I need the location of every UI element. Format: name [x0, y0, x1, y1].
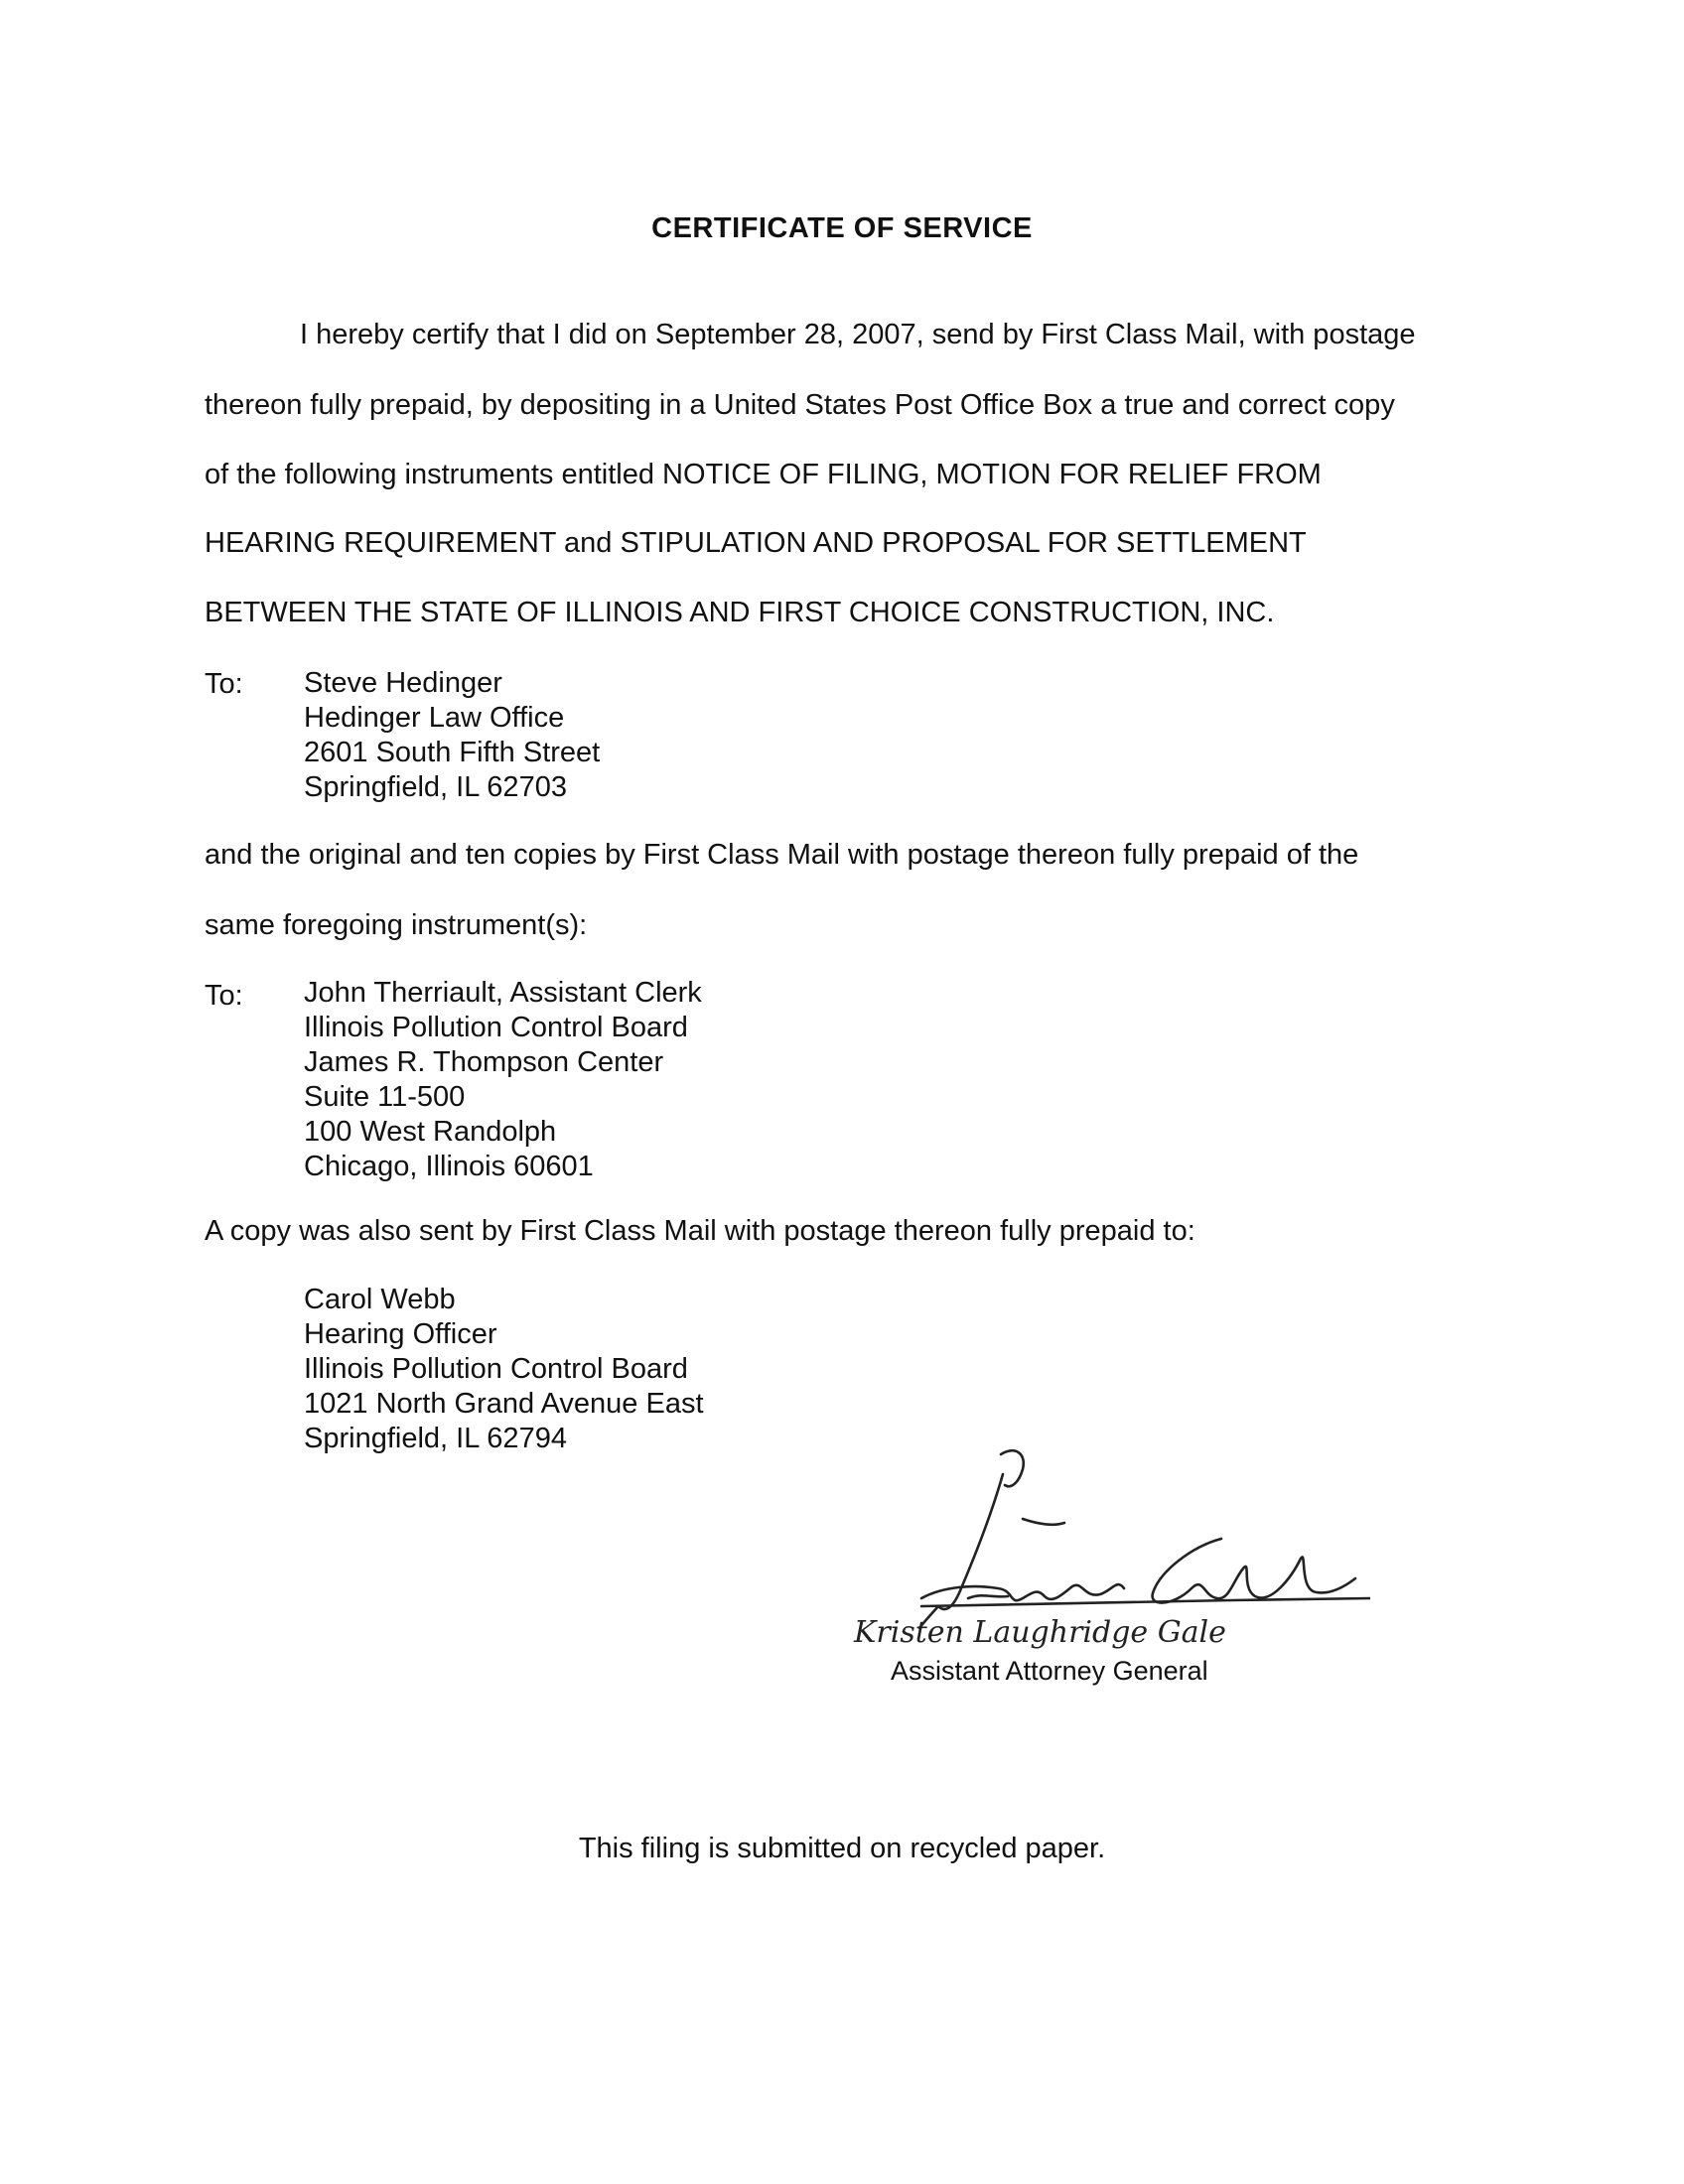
- recipient3-line-1: Carol Webb: [304, 1284, 456, 1315]
- body-line-1: I hereby certify that I did on September 28, 2007, send by First Class Mail, with postage: [300, 319, 1416, 350]
- recipient1-line-2: Hedinger Law Office: [304, 702, 565, 734]
- recipient2-line-3: James R. Thompson Center: [304, 1046, 664, 1078]
- body-line-3: of the following instruments entitled NOTICE OF FILING, MOTION FOR RELIEF FROM: [205, 459, 1322, 490]
- recipient1-to-label: To:: [205, 668, 243, 700]
- recipient3-line-2: Hearing Officer: [304, 1318, 497, 1350]
- recipient1-line-4: Springfield, IL 62703: [304, 771, 567, 803]
- body-line-2: thereon fully prepaid, by depositing in a United States Post Office Box a true and correct copy: [205, 389, 1395, 421]
- recipient2-line-6: Chicago, Illinois 60601: [304, 1151, 594, 1182]
- signer-title: Assistant Attorney General: [891, 1656, 1208, 1686]
- signature-mark: [834, 1439, 1370, 1668]
- recipient2-line-5: 100 West Randolph: [304, 1116, 557, 1148]
- recipient1-line-3: 2601 South Fifth Street: [304, 737, 601, 768]
- recipient3-line-3: Illinois Pollution Control Board: [304, 1353, 688, 1385]
- recipient2-line-4: Suite 11-500: [304, 1081, 466, 1113]
- body-line-5: BETWEEN THE STATE OF ILLINOIS AND FIRST CHOICE CONSTRUCTION, INC.: [205, 597, 1275, 628]
- signature-name-handwriting: Kristen Laughridge Gale: [854, 1615, 1226, 1650]
- recipient1-line-1: Steve Hedinger: [304, 667, 502, 699]
- body-line-4: HEARING REQUIREMENT and STIPULATION AND PROPOSAL FOR SETTLEMENT: [205, 527, 1307, 559]
- recipient1-address: [304, 666, 600, 805]
- recipient2-line-1: John Therriault, Assistant Clerk: [304, 977, 702, 1009]
- recipient3-line-5: Springfield, IL 62794: [304, 1423, 567, 1454]
- document-title: CERTIFICATE OF SERVICE: [651, 212, 1033, 244]
- recipient3-address: [304, 1283, 704, 1456]
- recipient2-line-2: Illinois Pollution Control Board: [304, 1012, 688, 1043]
- copy-line: A copy was also sent by First Class Mail with postage thereon fully prepaid to:: [205, 1215, 1195, 1247]
- recipient2-address: [304, 976, 702, 1184]
- original-line-2: same foregoing instrument(s):: [205, 909, 588, 941]
- recipient2-to-label: To:: [205, 980, 243, 1012]
- original-line-1: and the original and ten copies by First Class Mail with postage thereon fully prepaid of the: [205, 839, 1359, 871]
- footer-note: This filing is submitted on recycled paper.: [578, 1833, 1106, 1864]
- recipient3-line-4: 1021 North Grand Avenue East: [304, 1388, 704, 1420]
